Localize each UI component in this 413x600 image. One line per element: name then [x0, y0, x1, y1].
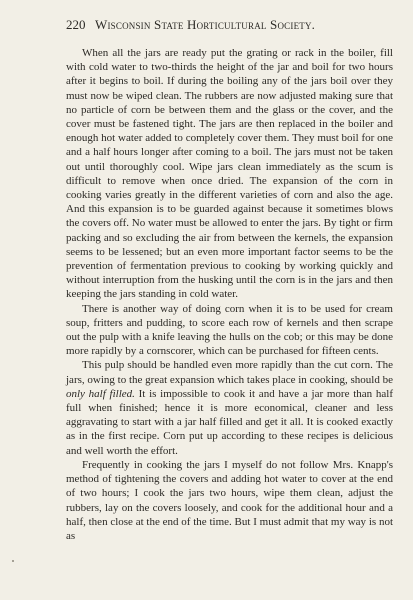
paragraph-pulp-handling	[66, 358, 393, 457]
paragraph-canning-instructions: When all the jars are ready put the grating or rack in the boiler, fill with cold water to two-thirds the height of the jar and boil for two hours after it begins to boil. If during the boiling any of the jars boil over they must now be wiped clean. The rubbers are now adjusted making sure that no particle of corn be between them and the glass or the cover, and the cover must be fastened tight. The jars are then replaced in the boiler and enough hot water added to completely cover them. They must boil for one and a half hours longer after coming to a boil. The jars must not be taken out until thoroughly cool. Wipe jars clean immediately as the scum is difficult to remove when once dried. The expansion of the corn in cooking varies greatly in the different varieties of corn and also the age. And this expansion is to be guarded against because it sometimes blows the covers off. No water must be allowed to enter the jars. By tight or firm packing and so excluding the air from between the kernels, the expansion seems to be lessened; but an even more important factor seems to be the prevention of fermentation previous to cooking by working quickly and without interruption from the husking until the corn is in the jars and then keeping the jars standing in cold water.	[66, 47, 393, 301]
emphasis-half-filled: only half filled.	[66, 387, 135, 400]
body-text	[66, 46, 393, 543]
paragraph-pulp-handling-end: It is impossible to cook it and have a jar more than half full when finished; hence it is more economical, cleaner and less aggravating to start with a jar half filled and get it all. It is cooked exactly as in the first recipe. Corn put up according to these recipes is delicious and well worth the effort.	[66, 387, 393, 457]
page-speck	[12, 560, 14, 562]
paragraph-pulp-handling-start: This pulp should be handled even more rapidly than the cut corn. The jars, owing to the great expansion which takes place in cooking, should be	[66, 359, 393, 386]
page-number: 220	[66, 17, 86, 32]
running-head-title: Wisconsin State Horticultural Society.	[95, 17, 316, 32]
running-head	[66, 17, 393, 33]
paragraph-scored-corn-method: There is another way of doing corn when it is to be used for cream soup, fritters and pudding, to score each row of kernels and then scrape out the pulp with a knife leaving the hulls on the cob; or this may be done more rapidly by a cornscorer, which can be purchased for fifteen cents.	[66, 302, 393, 358]
paragraph-alternative-method: Frequently in cooking the jars I myself do not follow Mrs. Knapp's method of tightening the covers and adding hot water to cover at the end of two hours; I cook the jars two hours, wipe them clean, adjust the rubbers, lay on the covers loosely, and cook for the additional hour and a half, then close at the end of the time. But I must admit that my way is not as	[66, 458, 393, 542]
